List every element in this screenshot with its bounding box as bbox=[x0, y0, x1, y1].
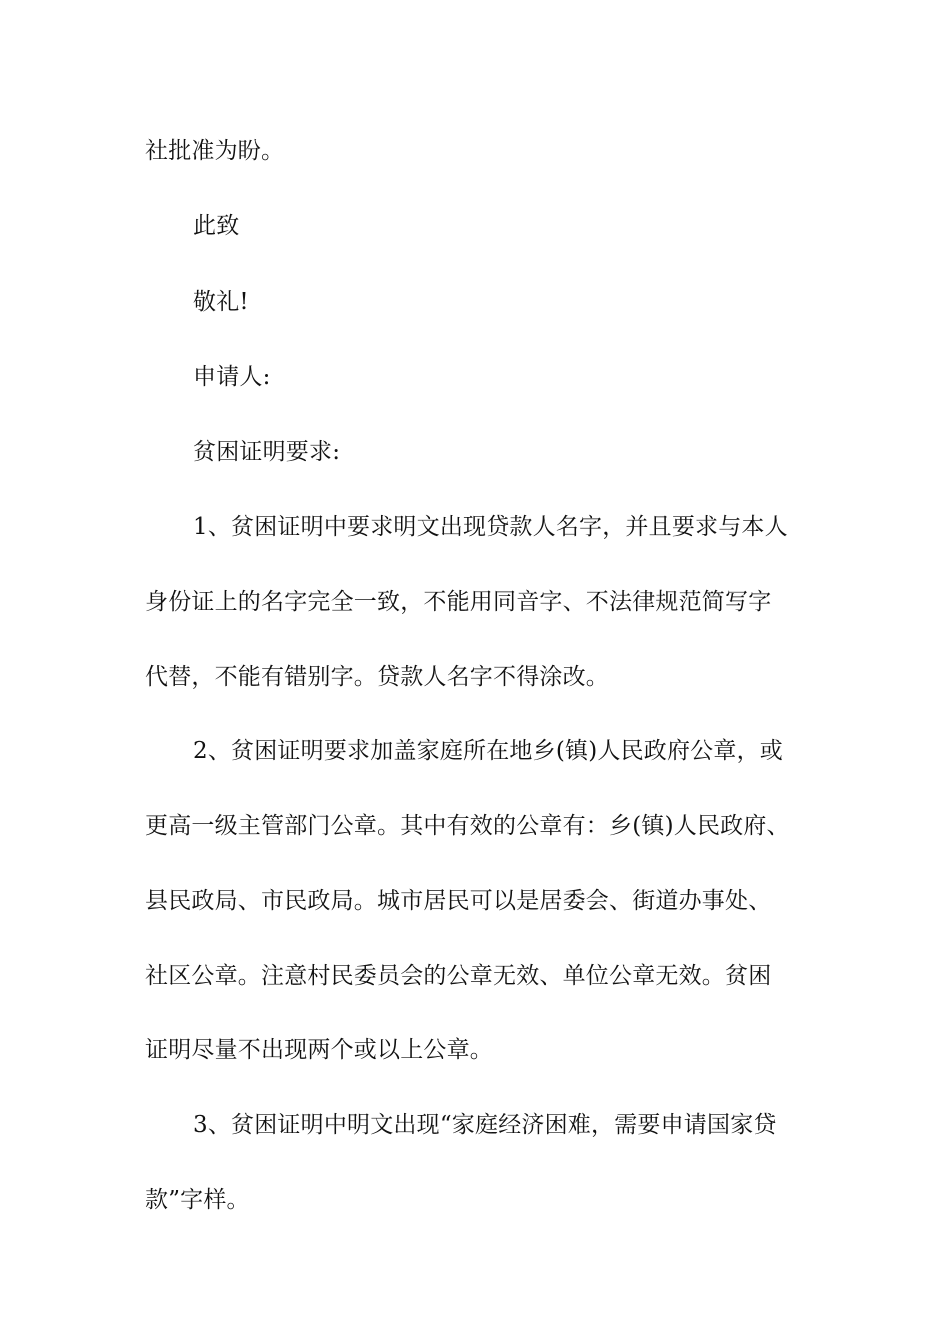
requirement-2-line-3: 县民政局、市民政局。城市居民可以是居委会、街道办事处、 bbox=[145, 888, 772, 914]
text-line: 社批准为盼。 bbox=[145, 138, 285, 164]
requirement-1-line-1: 1、贫困证明中要求明文出现贷款人名字，并且要求与本人 bbox=[193, 514, 788, 540]
requirement-3-line-2: 款”字样。 bbox=[145, 1187, 250, 1213]
requirement-3-line-1: 3、贫困证明中明文出现“家庭经济困难，需要申请国家贷 bbox=[193, 1112, 777, 1138]
applicant-label: 申请人: bbox=[193, 364, 271, 390]
section-heading: 贫困证明要求: bbox=[193, 439, 341, 465]
requirement-2-line-4: 社区公章。注意村民委员会的公章无效、单位公章无效。贫困 bbox=[145, 963, 772, 989]
requirement-2-line-2: 更高一级主管部门公章。其中有效的公章有：乡(镇)人民政府、 bbox=[145, 813, 790, 839]
requirement-1-line-3: 代替，不能有错别字。贷款人名字不得涂改。 bbox=[145, 664, 609, 690]
closing-regards: 敬礼! bbox=[193, 289, 249, 315]
requirement-1-line-2: 身份证上的名字完全一致，不能用同音字、不法律规范简写字 bbox=[145, 589, 772, 615]
closing-salutation: 此致 bbox=[193, 213, 240, 239]
requirement-2-line-5: 证明尽量不出现两个或以上公章。 bbox=[145, 1037, 493, 1063]
requirement-2-line-1: 2、贫困证明要求加盖家庭所在地乡(镇)人民政府公章，或 bbox=[193, 738, 783, 764]
